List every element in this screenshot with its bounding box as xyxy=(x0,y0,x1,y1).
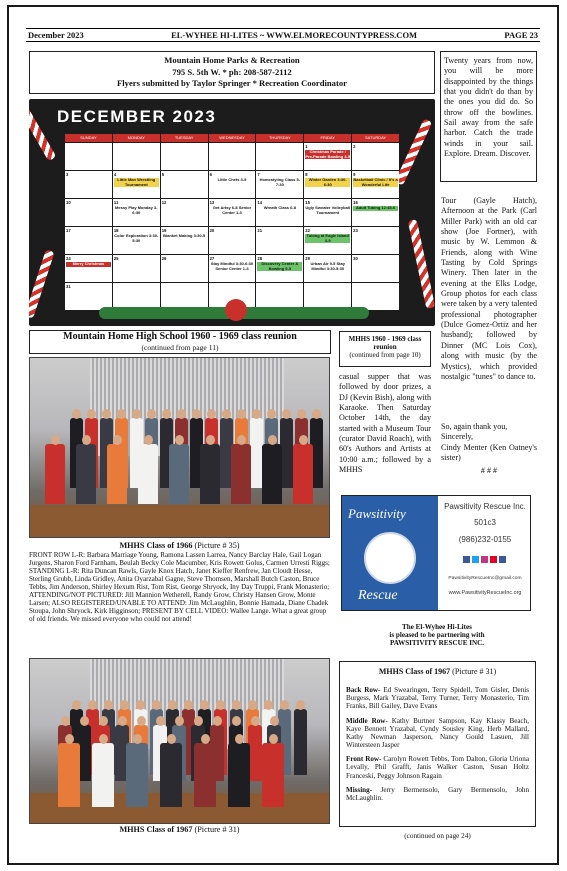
calendar-day-cell xyxy=(209,143,256,170)
calendar-day-cell xyxy=(352,143,399,170)
class-1967-box xyxy=(339,661,536,827)
calendar-event: Christmas Parade / Pre-Parade Bowling 3-5 xyxy=(305,149,351,159)
calendar-day-cell xyxy=(352,171,399,198)
calendar-day-header: SUNDAY xyxy=(65,134,112,142)
mid-column-text: casual supper that was followed by door prizes, a DJ (Kevin Bish), along with Karaoke. Then Saturday October 14th, the day started with a Museum Tour (curator David Roach), with 60's Authors and Artists at 10:00 a.m.; followed by a MHHS xyxy=(339,372,431,475)
calendar-day-cell xyxy=(65,283,112,310)
photo-person-head xyxy=(132,409,141,419)
photo-person xyxy=(228,743,250,807)
calendar-day-number: 19 xyxy=(161,228,167,233)
calendar-event: Color Exploration 3:30-5:30 xyxy=(114,233,159,243)
calendar-event: Adult Tubing 12:45-6 xyxy=(353,206,398,211)
calendar-event: Discovery Center & Bowling 9-5 xyxy=(257,262,302,271)
inspirational-quote: Twenty years from now, you will be more disappointed by the things that you didn't do than by the ones you did do. So throw off the bowlines. Sail away from the safe harbor. Catch the trade winds in your sail. Explore. Dream. Discover. xyxy=(440,51,537,182)
photo-person-head xyxy=(99,716,108,726)
calendar-day-header: SATURDAY xyxy=(352,134,399,142)
photo-person-head xyxy=(175,435,184,445)
photo-person-head xyxy=(232,700,241,710)
mid-box-continued: (continued from page 10) xyxy=(349,351,421,359)
photo-person-head xyxy=(280,700,289,710)
photo-person-head xyxy=(147,409,156,419)
sincerely-line: Sincerely, xyxy=(441,432,474,442)
photo-person-head xyxy=(237,435,246,445)
right-column-text: Tour (Gayle Hatch), Afternoon at the Park (Carl Miller Park) with an old car show (Joe Fortner), with music by W. Lemmon & Friends, along with Wine Tasting by Cold Springs Winery. Then later in the evening at the Elks Lodge, Group photos for each class were taken by a very talented professional photographer (Dulce Gomez-Ortiz and her husband); followed by Dinner (MC Lois Cox), along with music (by the Mystics), which provided nostalgic "tunes" to dance to. xyxy=(441,196,537,381)
ad-type: 501c3 xyxy=(474,518,496,527)
calendar-title: DECEMBER 2023 xyxy=(57,107,217,126)
calendar-day-number: 8 xyxy=(305,172,308,177)
photo-person-head xyxy=(72,700,81,710)
calendar-day-cell xyxy=(256,171,303,198)
photo-person-head xyxy=(232,716,241,726)
calendar-day-number: 1 xyxy=(305,144,308,149)
reunion-title-box xyxy=(29,330,331,354)
calendar-day-cell xyxy=(304,199,351,226)
photo-person-head xyxy=(297,409,306,419)
photo-person-head xyxy=(144,435,153,445)
photo-person-head xyxy=(177,409,186,419)
parks-line-3: Flyers submitted by Taylor Springer * Recreation Coordinator xyxy=(117,78,347,88)
photo-person xyxy=(262,743,284,807)
calendar-day-header: WEDNESDAY xyxy=(209,134,256,142)
calendar-day-cell xyxy=(209,255,256,282)
photo-person-head xyxy=(299,435,308,445)
photo-person-head xyxy=(264,700,273,710)
photo-person-head xyxy=(104,700,113,710)
photo-person-head xyxy=(252,409,261,419)
calendar-day-cell xyxy=(209,227,256,254)
partnership-note xyxy=(339,623,535,648)
photo2-caption xyxy=(29,825,330,834)
social-icons xyxy=(440,550,530,568)
calendar-day-cell xyxy=(161,171,208,198)
page-header xyxy=(26,28,540,42)
calendar-day-cell xyxy=(256,199,303,226)
instagram-icon xyxy=(481,556,488,563)
calendar-day-cell xyxy=(256,283,303,310)
photo-person xyxy=(126,743,148,807)
photo-person-head xyxy=(194,716,203,726)
partner-line-1: The El-Wyhee Hi-Lites xyxy=(402,623,472,631)
photo-person-head xyxy=(137,716,146,726)
logo-text-top: Pawsitivity xyxy=(348,506,406,521)
calendar-day-number: 10 xyxy=(66,200,71,205)
photo-person-head xyxy=(117,409,126,419)
photo1-names: FRONT ROW L-R: Barbara Marriage Young, Ramona Lassen Larrea, Nancy Barclay Hale, Gail Logan Jurgens, Sharon Ford Farnham, Beulah Becky Cole Macumber, Kris Rowett Golus, Carmen Urresti Riggs; STANDING L-R: Rita Duncan Rawls, Gayle Knox Hatch, Janet Kieffer Renfrew, Jan Cloudt Hesse, Sterling Grubb, Linda Gridley, Anita Oyarzabal Gagne, Steve Thomsen, Marshall Butch Caston, Bruce Tebbs, Jim Anderson, Shirley Hexum Rist, Tom Rist, George Shryock, Iny Day Truppi, Frank Monasterio; ATTENDING/NOT PICTURED: Jill Mannion Wetherell, Randy Grow, Christy Hansen Grow, Monte Larsen; ALSO REGISTERED/UNABLE TO ATTEND: Jim McLaughlin, Bonnie Hamada, Diane Chadek Stoupa, John Shryock, Kirk Higginson; PRESENT BY CELL VIDEO: Wallee Lange. What a great group of old friends. We missed everyone who could not attend! xyxy=(29,551,330,624)
calendar-event: Get Artsy 6-8 Senior Center 1-3 xyxy=(212,205,252,215)
parks-line-1: Mountain Home Parks & Recreation xyxy=(164,55,300,65)
calendar-day-number: 12 xyxy=(161,200,167,205)
calendar-day-number: 7 xyxy=(257,172,260,177)
calendar-event: Little Chefs 3-5 xyxy=(217,177,247,182)
photo-person-head xyxy=(312,409,321,419)
photo-person xyxy=(107,444,127,504)
calendar-day-number: 20 xyxy=(209,228,215,233)
calendar-day-number: 17 xyxy=(66,228,71,233)
photo-person-head xyxy=(213,716,222,726)
photo-person-head xyxy=(282,409,291,419)
calendar-event: Little Man Wrestling Tournament xyxy=(114,178,159,187)
ad-website: www.PawsitivityRescueInc.org xyxy=(448,590,522,596)
photo-person-head xyxy=(82,435,91,445)
back-row: Back Row- Ed Swearingen, Terry Spidell, Tom Gisler, Denis Burgess, Mark Yrazabal, Terry Turner, Terry Monasterio, Tim Franks, Bill Gailey, Dave Evans xyxy=(346,686,529,711)
calendar-day-cell xyxy=(161,199,208,226)
photo-person-head xyxy=(133,734,142,744)
photo-person-head xyxy=(51,435,60,445)
photo-person xyxy=(138,444,158,504)
logo-text-bottom: Rescue xyxy=(358,588,398,603)
photo-person-head xyxy=(184,700,193,710)
calendar-day-number: 28 xyxy=(257,256,263,261)
partner-line-3: PAWSITIVITY RESCUE INC. xyxy=(389,639,484,648)
header-date: December 2023 xyxy=(28,30,84,40)
parks-rec-box xyxy=(29,51,435,94)
middle-row: Middle Row- Kathy Burtner Sampson, Kay Klassy Beach, Kaye Bennett Yrazabal, Cyndy Sousley King, Herb Mallard, Kathy Newman Jasperson, Nancy Gould Lasuen, Jill Wintersteen Jasper xyxy=(346,716,529,750)
photo-person-head xyxy=(162,409,171,419)
calendar-day-cell xyxy=(161,227,208,254)
calendar-day-cell xyxy=(65,171,112,198)
calendar-day-cell xyxy=(352,227,399,254)
calendar-day-number: 24 xyxy=(66,256,71,261)
class-1966-photo xyxy=(29,357,330,538)
photo-person-head xyxy=(113,435,122,445)
facebook-icon xyxy=(463,556,470,563)
photo-person-head xyxy=(235,734,244,744)
calendar-day-cell xyxy=(304,227,351,254)
photo1-caption-pic: (Picture # 35) xyxy=(194,541,240,550)
photo-person xyxy=(200,444,220,504)
calendar-day-cell xyxy=(209,171,256,198)
photo-person-head xyxy=(87,409,96,419)
calendar-day-number: 29 xyxy=(305,256,310,261)
calendar-day-cell xyxy=(113,171,160,198)
header-publication: EL-WYHEE HI-LITES ~ WWW.ELMORECOUNTYPRESS.COM xyxy=(171,30,418,40)
photo-person-head xyxy=(167,734,176,744)
photo-person-head xyxy=(168,700,177,710)
class-1967-heading xyxy=(346,668,529,676)
calendar-event: Basketball Clinic / It's a Wonderful Life xyxy=(353,177,398,187)
calendar-day-number: 23 xyxy=(353,228,358,233)
calendar-event: Ugly Sweater Volleyball Tournament xyxy=(305,205,351,215)
photo-person xyxy=(160,743,182,807)
photo-person-head xyxy=(237,409,246,419)
reunion-title: Mountain Home High School 1960 - 1969 class reunion xyxy=(63,331,297,342)
calendar-day-cell xyxy=(256,227,303,254)
class-1967-title: MHHS Class of 1967 xyxy=(378,667,451,676)
photo-person-head xyxy=(156,716,165,726)
missing-row: Missing- Jerry Bermensolo, Gary Bermensolo, John McLaughlin. xyxy=(346,785,529,802)
calendar-day-number: 13 xyxy=(209,200,215,205)
end-mark: # # # xyxy=(480,466,498,476)
photo-person-head xyxy=(102,409,111,419)
calendar-day-cell xyxy=(161,255,208,282)
calendar-event: Merry Christmas xyxy=(66,262,111,267)
photo-person-head xyxy=(88,700,97,710)
calendar-day-number: 9 xyxy=(353,172,356,177)
calendar-day-cell xyxy=(352,199,399,226)
photo-person xyxy=(248,725,262,781)
pinterest-icon xyxy=(490,556,497,563)
calendar-day-cell xyxy=(256,255,303,282)
calendar-day-cell xyxy=(352,283,399,310)
photo1-caption-title: MHHS Class of 1966 xyxy=(119,541,193,550)
calendar-day-header: THURSDAY xyxy=(256,134,303,142)
mid-box-title: MHHS 1960 - 1969 class reunion xyxy=(348,335,422,351)
photo-person-head xyxy=(80,716,89,726)
dog-icon xyxy=(364,532,416,584)
photo-person xyxy=(58,743,80,807)
photo-person-head xyxy=(192,409,201,419)
calendar-day-cell xyxy=(304,283,351,310)
ad-phone: (986)232-0155 xyxy=(458,535,512,544)
signature-line: Cindy Menter (Ken Oatney's sister) xyxy=(441,442,537,463)
photo-person-head xyxy=(268,435,277,445)
photo-person-head xyxy=(296,700,305,710)
bow-decoration xyxy=(225,299,247,321)
photo-person-head xyxy=(222,409,231,419)
calendar-event: Blanket Making 3:30-5 xyxy=(163,233,206,238)
calendar-day-cell xyxy=(352,255,399,282)
photo-person xyxy=(231,444,251,504)
calendar-day-cell xyxy=(113,283,160,310)
calendar-day-number: 15 xyxy=(305,200,310,205)
photo-person xyxy=(45,444,65,504)
photo-person-head xyxy=(72,409,81,419)
photo-person-head xyxy=(120,700,129,710)
calendar-day-cell xyxy=(113,255,160,282)
pawsitivity-ad xyxy=(341,495,531,611)
class-1967-pic: (Picture # 31) xyxy=(452,667,497,676)
photo-person-head xyxy=(152,700,161,710)
calendar-day-cell xyxy=(113,199,160,226)
reunion-continued: (continued from page 11) xyxy=(141,342,219,352)
calendar-day-cell xyxy=(304,255,351,282)
calendar-day-cell xyxy=(161,283,208,310)
thanks-line: So, again thank you, xyxy=(441,422,508,431)
photo-person xyxy=(293,444,313,504)
pawsitivity-logo xyxy=(342,496,438,610)
calendar-day-number: 6 xyxy=(209,172,212,177)
calendar-day-cell xyxy=(209,199,256,226)
candy-cane-decoration xyxy=(408,219,435,309)
photo-person xyxy=(76,444,96,504)
photo-person-head xyxy=(65,734,74,744)
photo-person-head xyxy=(61,716,70,726)
calendar-day-number: 14 xyxy=(257,200,263,205)
calendar-day-cell xyxy=(304,143,351,170)
photo-person-head xyxy=(216,700,225,710)
header-page-number: PAGE 23 xyxy=(504,30,538,40)
photo2-caption-pic: (Picture # 31) xyxy=(194,825,240,834)
photo-person-head xyxy=(201,734,210,744)
calendar-day-cell xyxy=(304,171,351,198)
calendar-event: Stay Mindful 3:30-6:30 Senior Center 1-3 xyxy=(210,261,254,271)
calendar-day-header: MONDAY xyxy=(113,134,160,142)
calendar-day-number: 26 xyxy=(161,256,167,261)
calendar-day-cell xyxy=(65,227,112,254)
photo1-caption xyxy=(29,541,330,550)
calendar-event: Urban Air 9-5 Stay Mindful 3:30-5:30 xyxy=(310,261,345,271)
calendar-day-number: 22 xyxy=(305,228,310,233)
photo-person-head xyxy=(270,716,279,726)
candy-cane-decoration xyxy=(395,118,433,185)
photo-person-head xyxy=(136,700,145,710)
photo-person-head xyxy=(207,409,216,419)
calendar-day-number: 3 xyxy=(66,172,69,177)
calendar-day-header: TUESDAY xyxy=(161,134,208,142)
photo-person xyxy=(92,743,114,807)
photo2-caption-title: MHHS Class of 1967 xyxy=(119,825,193,834)
photo-person xyxy=(194,743,216,807)
parks-line-2: 795 S. 5th W. * ph: 208-587-2112 xyxy=(172,66,292,77)
photo-person xyxy=(169,444,189,504)
photo-person-head xyxy=(200,700,209,710)
photo-person-head xyxy=(99,734,108,744)
calendar-day-number: 18 xyxy=(113,228,119,233)
photo-person xyxy=(262,444,282,504)
continued-on-24: (continued on page 24) xyxy=(404,832,471,840)
linkedin-icon xyxy=(499,556,506,563)
calendar-day-number: 27 xyxy=(209,256,215,261)
ad-brand: Pawsitivity Rescue Inc. xyxy=(444,502,526,511)
calendar-day-cell xyxy=(65,143,112,170)
calendar-day-cell xyxy=(113,143,160,170)
calendar-day-number: 25 xyxy=(113,256,119,261)
mid-reunion-box xyxy=(339,331,431,367)
photo-person-head xyxy=(267,409,276,419)
december-calendar xyxy=(29,99,435,326)
twitter-icon xyxy=(472,556,479,563)
calendar-day-cell xyxy=(161,143,208,170)
calendar-day-number: 5 xyxy=(161,172,165,177)
candy-cane-decoration xyxy=(29,249,55,318)
calendar-day-number: 2 xyxy=(353,144,356,149)
calendar-event: Tubing at Eagle Island 3-9 xyxy=(306,233,349,243)
photo-person-head xyxy=(251,716,260,726)
photo-person-head xyxy=(269,734,278,744)
calendar-day-cell xyxy=(65,255,112,282)
candy-cane-decoration xyxy=(29,105,56,161)
calendar-grid xyxy=(65,134,399,310)
calendar-event: Homestyling Class 5-7:30 xyxy=(259,177,301,187)
front-row: Front Row- Carolyn Rowett Tebbs, Tom Dalton, Gloria Uriona Levally, Phil Grafft, Janis Walker Caston, Susan Holtz Franceski, Peggy Johnson Ragain xyxy=(346,755,529,780)
calendar-day-cell xyxy=(113,227,160,254)
photo-person-head xyxy=(175,716,184,726)
calendar-day-header: FRIDAY xyxy=(304,134,351,142)
calendar-day-number: 21 xyxy=(257,228,263,233)
photo-person-head xyxy=(118,716,127,726)
calendar-day-number: 16 xyxy=(353,200,358,205)
letter-closing xyxy=(441,422,537,477)
photo-person-head xyxy=(248,700,257,710)
photo-person xyxy=(294,709,307,775)
ad-email: PawsitivityRescueInc@gmail.com xyxy=(448,576,522,581)
calendar-day-cell xyxy=(65,199,112,226)
calendar-event: Winter Garden 3:30-6:30 xyxy=(305,178,350,187)
ad-details xyxy=(440,502,530,596)
calendar-day-number: 31 xyxy=(66,284,71,289)
photo-person-head xyxy=(206,435,215,445)
calendar-day-number: 11 xyxy=(113,200,119,205)
calendar-event: Wreath Class 6-8 xyxy=(263,205,296,210)
class-1967-photo xyxy=(29,658,330,824)
calendar-event: Messy Play Monday 3-6:30 xyxy=(115,205,158,215)
calendar-day-number: 30 xyxy=(353,256,358,261)
calendar-day-number: 4 xyxy=(113,172,117,177)
partner-line-2: is pleased to be partnering with xyxy=(389,631,485,640)
calendar-day-cell xyxy=(256,143,303,170)
